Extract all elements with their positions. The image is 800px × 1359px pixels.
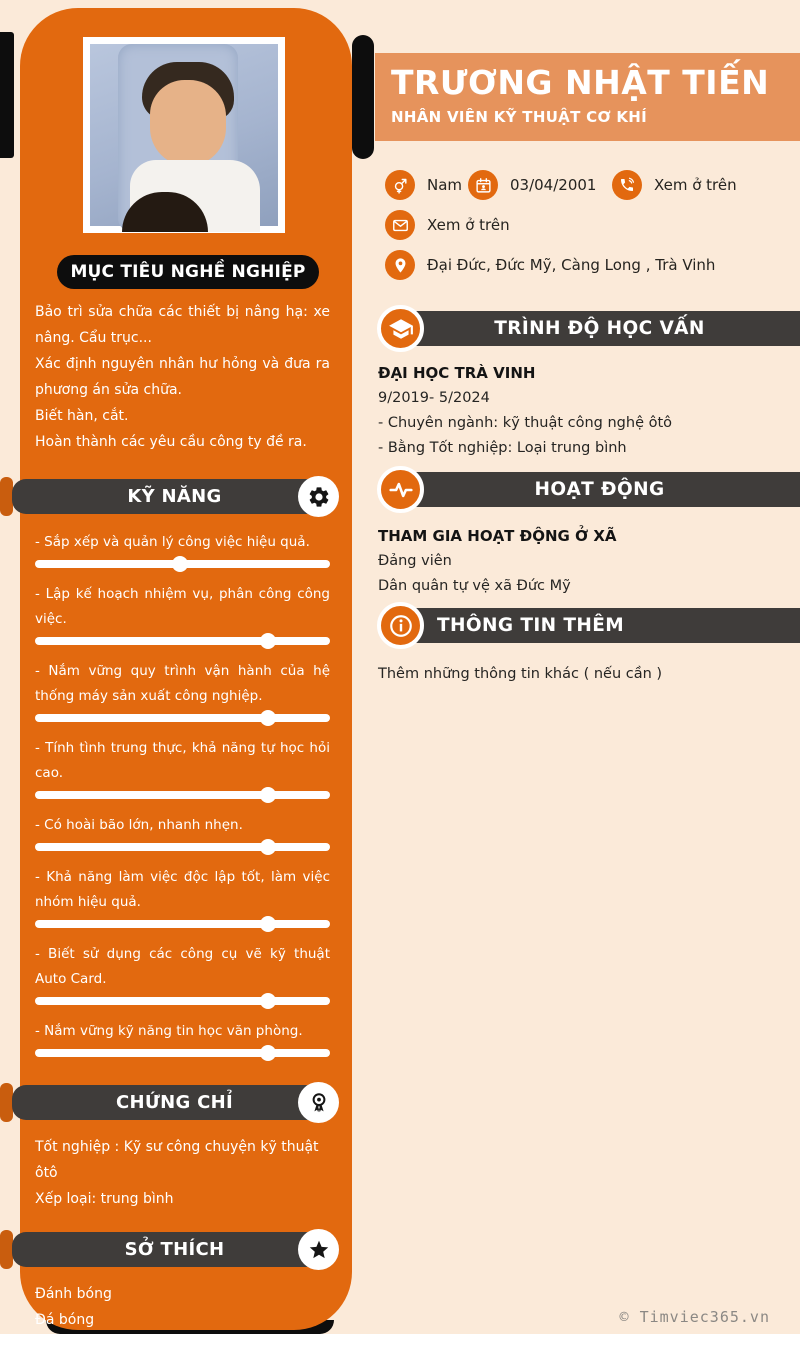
objective-section-title: [57, 255, 319, 289]
skill-item: [35, 1019, 330, 1061]
additional-info-line: Thêm những thông tin khác ( nếu cần ): [378, 666, 663, 682]
info-icon: [377, 602, 424, 649]
objective-title-label: MỤC TIÊU NGHỀ NGHIỆP: [70, 262, 306, 282]
mail-icon: [385, 210, 415, 240]
profile-photo: [83, 37, 285, 233]
skill-item: [35, 582, 330, 649]
skill-level-slider: [35, 993, 330, 1009]
skill-label: - Biết sử dụng các công cụ vẽ kỹ thuật Auto Card.: [35, 946, 330, 987]
graduation-cap-icon: [377, 305, 424, 352]
skill-level-slider: [35, 916, 330, 932]
hobby-line: Đánh bóng: [35, 1286, 112, 1302]
contact-row-2: [375, 210, 800, 240]
education-header: [375, 305, 800, 353]
slider-knob[interactable]: [172, 556, 188, 572]
additional-info-title-bar: [399, 608, 800, 643]
contact-row-1: [375, 170, 800, 200]
skill-label: - Nắm vững quy trình vận hành của hệ thống máy sản xuất công nghiệp.: [35, 663, 330, 704]
education-body: [375, 361, 800, 461]
gender-value: Nam: [427, 176, 463, 194]
activities-title-bar: [399, 472, 800, 507]
education-line: - Chuyên ngành: kỹ thuật công nghệ ôtô: [378, 415, 673, 431]
skill-label: - Lập kế hoạch nhiệm vụ, phân công công việc.: [35, 586, 330, 627]
orange-side-tab: [0, 1083, 13, 1122]
copyright-credit: © Timviec365.vn: [619, 1308, 770, 1326]
slider-track: [35, 637, 330, 645]
email-field: [385, 210, 510, 240]
slider-track: [35, 714, 330, 722]
additional-info-header: [375, 602, 800, 650]
calendar-icon: [468, 170, 498, 200]
education-title: TRÌNH ĐỘ HỌC VẤN: [494, 318, 705, 339]
location-pin-icon: [385, 250, 415, 280]
skill-level-slider: [35, 556, 330, 572]
phone-value: Xem ở trên: [654, 176, 737, 194]
black-accent-tab-right: [352, 35, 374, 159]
slider-track: [35, 997, 330, 1005]
skill-level-slider: [35, 1045, 330, 1061]
hobbies-list: [35, 1281, 330, 1359]
contact-row-3: [375, 250, 800, 280]
star-icon: [298, 1229, 339, 1270]
skills-section-header: [12, 479, 337, 514]
activity-line: Đảng viên: [378, 553, 452, 569]
certificate-line: Xếp loại: trung bình: [35, 1191, 174, 1207]
hobbies-title: SỞ THÍCH: [124, 1239, 225, 1260]
orange-side-tab: [0, 477, 13, 516]
certificates-section-header: [12, 1085, 337, 1120]
slider-track: [35, 843, 330, 851]
contact-info: [375, 170, 800, 290]
job-title: NHÂN VIÊN KỸ THUẬT CƠ KHÍ: [391, 108, 648, 126]
skills-title: KỸ NĂNG: [127, 486, 222, 507]
skill-level-slider: [35, 633, 330, 649]
additional-info-title: THÔNG TIN THÊM: [437, 615, 625, 636]
birthday-value: 03/04/2001: [510, 176, 597, 194]
medal-icon: [298, 1082, 339, 1123]
skill-label: - Tính tình trung thực, khả năng tự học hỏi cao.: [35, 740, 330, 781]
objective-paragraph: Bảo trì sửa chữa các thiết bị nâng hạ: xe nâng. Cẩu trục...: [35, 304, 330, 346]
certificate-line: Tốt nghiệp : Kỹ sư công chuyện kỹ thuật ôtô: [35, 1139, 319, 1181]
gender-icon: [385, 170, 415, 200]
slider-knob[interactable]: [260, 916, 276, 932]
skill-item: [35, 530, 330, 572]
activity-line: Dân quân tự vệ xã Đức Mỹ: [378, 578, 571, 594]
objective-paragraph: Biết hàn, cắt.: [35, 408, 129, 424]
activities-header: [375, 466, 800, 514]
address-field: [385, 250, 715, 280]
certificates-list: [35, 1134, 330, 1212]
activities-body: [375, 524, 800, 599]
skill-label: - Nắm vững kỹ năng tin học văn phòng.: [35, 1023, 303, 1039]
phone-icon: [612, 170, 642, 200]
slider-track: [35, 791, 330, 799]
skill-label: - Có hoài bão lớn, nhanh nhẹn.: [35, 817, 243, 833]
school-name: ĐẠI HỌC TRÀ VINH: [378, 364, 536, 382]
activities-section: [375, 466, 800, 599]
pulse-icon: [377, 466, 424, 513]
slider-knob[interactable]: [260, 787, 276, 803]
skill-level-slider: [35, 787, 330, 803]
hobby-line: Đá bóng: [35, 1312, 95, 1328]
objective-paragraph: Xác định nguyên nhân hư hỏng và đưa ra phương án sửa chữa.: [35, 356, 330, 398]
phone-field: [612, 170, 737, 200]
skill-item: [35, 942, 330, 1009]
email-value: Xem ở trên: [427, 216, 510, 234]
birthday-field: [468, 170, 596, 200]
black-accent-tab-left: [0, 32, 14, 158]
skill-item: [35, 813, 330, 855]
education-title-bar: [399, 311, 800, 346]
candidate-name: TRƯƠNG NHẬT TIẾN: [391, 63, 770, 102]
address-value: Đại Đức, Đức Mỹ, Càng Long , Trà Vinh: [427, 256, 716, 274]
gender-field: [385, 170, 462, 200]
activities-heading: THAM GIA HOẠT ĐỘNG Ở XÃ: [378, 527, 617, 545]
education-line: - Bằng Tốt nghiệp: Loại trung bình: [378, 440, 627, 456]
education-section: [375, 305, 800, 461]
skill-item: [35, 865, 330, 932]
header: [375, 53, 800, 141]
orange-side-tab: [0, 1230, 13, 1269]
skill-label: - Khả năng làm việc độc lập tốt, làm việc nhóm hiệu quả.: [35, 869, 330, 910]
slider-knob[interactable]: [260, 633, 276, 649]
hobbies-section-header: [12, 1232, 337, 1267]
objective-paragraph: Hoàn thành các yêu cầu công ty đề ra.: [35, 434, 307, 450]
skill-item: [35, 736, 330, 803]
sidebar: [20, 8, 352, 1354]
objective-text: [35, 299, 330, 455]
education-period: 9/2019- 5/2024: [378, 390, 490, 406]
certificates-title: CHỨNG CHỈ: [115, 1092, 234, 1113]
skill-item: [35, 659, 330, 726]
slider-knob[interactable]: [260, 839, 276, 855]
additional-info-body: [375, 662, 800, 687]
skill-level-slider: [35, 710, 330, 726]
skill-level-slider: [35, 839, 330, 855]
skills-list: [35, 530, 330, 1061]
slider-track: [35, 920, 330, 928]
slider-knob[interactable]: [260, 993, 276, 1009]
slider-knob[interactable]: [260, 1045, 276, 1061]
slider-knob[interactable]: [260, 710, 276, 726]
additional-info-section: [375, 602, 800, 687]
slider-track: [35, 1049, 330, 1057]
skill-label: - Sắp xếp và quản lý công việc hiệu quả.: [35, 534, 310, 550]
hobby-line: Tìm tồi học hỏi: [35, 1338, 139, 1354]
gear-icon: [298, 476, 339, 517]
activities-title: HOẠT ĐỘNG: [534, 479, 665, 500]
photo-background: [90, 44, 278, 226]
